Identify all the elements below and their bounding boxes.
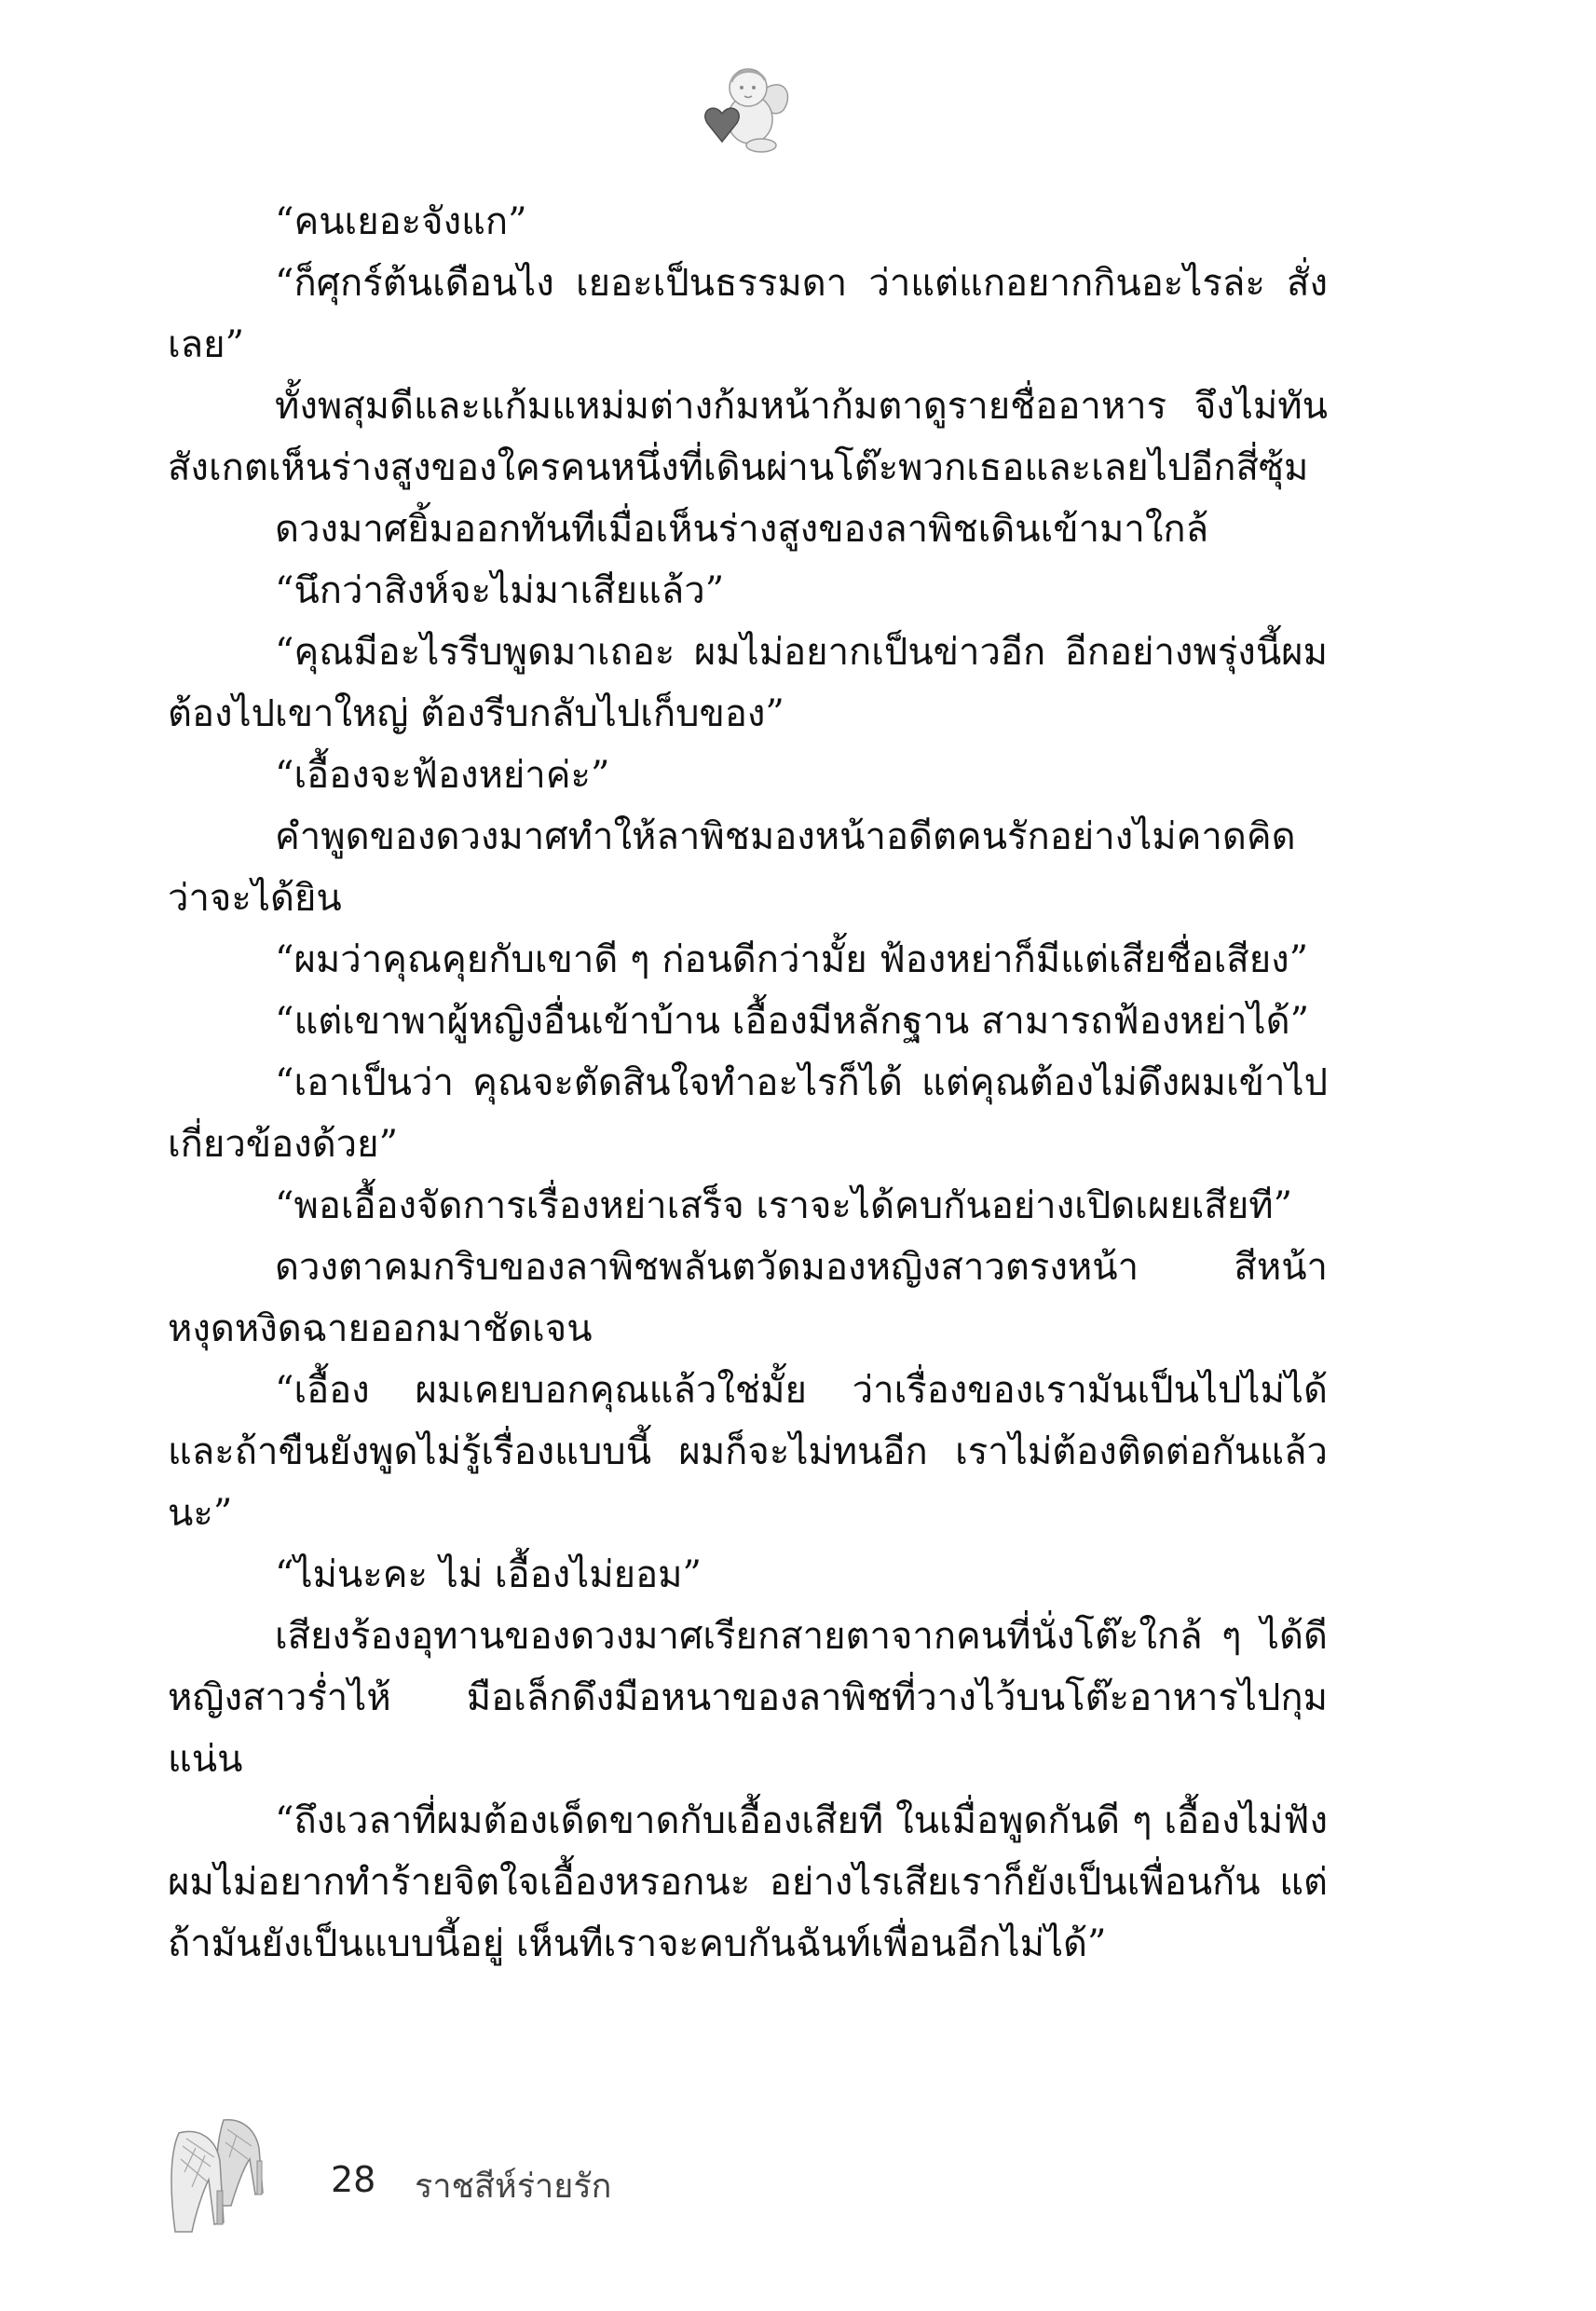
paragraph: “เอื้อง ผมเคยบอกคุณแล้วใช่มั้ย ว่าเรื่องของเรามันเป็นไปไม่ได้ และถ้าขืนยังพูดไม่รู้เรื่องแบบนี้ ผมก็จะไม่ทนอีก เราไม่ต้องติดต่อกันแล้วนะ” bbox=[168, 1369, 1328, 1535]
paragraph: เสียงร้องอุทานของดวงมาศเรียกสายตาจากคนที่นั่งโต๊ะใกล้ ๆ ได้ดี หญิงสาวร่ำไห้ มือเล็กดึงมือหนาของลาพิชที่วางไว้บนโต๊ะอาหารไปกุมแน่น bbox=[168, 1615, 1328, 1781]
paragraph: คำพูดของดวงมาศทำให้ลาพิชมองหน้าอดีตคนรักอย่างไม่คาดคิดว่าจะได้ยิน bbox=[168, 815, 1296, 920]
paragraph: “ถึงเวลาที่ผมต้องเด็ดขาดกับเอื้องเสียที ในเมื่อพูดกันดี ๆ เอื้องไม่ฟัง ผมไม่อยากทำร้ายจิตใจเอื้องหรอกนะ อย่างไรเสียเราก็ยังเป็นเพื่อนกัน แต่ถ้ามันยังเป็นแบบนี้อยู่ เห็นทีเราจะคบกันฉันท์เพื่อนอีกไม่ได้” bbox=[168, 1799, 1328, 1965]
paragraph: “นึกว่าสิงห์จะไม่มาเสียแล้ว” bbox=[275, 569, 725, 612]
page-footer bbox=[158, 2101, 811, 2241]
paragraph: “เอื้องจะฟ้องหย่าค่ะ” bbox=[275, 754, 610, 797]
story-text bbox=[168, 191, 1328, 1975]
paragraph: “ผมว่าคุณคุยกับเขาดี ๆ ก่อนดีกว่ามั้ย ฟ้องหย่าก็มีแต่เสียชื่อเสียง” bbox=[275, 938, 1309, 981]
cherub-holding-heart-icon bbox=[694, 56, 797, 158]
paragraph: “ไม่นะคะ ไม่ เอื้องไม่ยอม” bbox=[275, 1553, 702, 1596]
paragraph: “คนเยอะจังแก” bbox=[275, 200, 527, 243]
page-number: 28 bbox=[331, 2159, 376, 2200]
paragraph: “พอเอื้องจัดการเรื่องหย่าเสร็จ เราจะได้คบกันอย่างเปิดเผยเสียที” bbox=[275, 1184, 1293, 1227]
paragraph: “คุณมีอะไรรีบพูดมาเถอะ ผมไม่อยากเป็นข่าวอีก อีกอย่างพรุ่งนี้ผมต้องไปเขาใหญ่ ต้องรีบกลับไปเก็บของ” bbox=[168, 631, 1328, 735]
paragraph: ทั้งพสุมดีและแก้มแหม่มต่างก้มหน้าก้มตาดูรายชื่ออาหาร จึงไม่ทันสังเกตเห็นร่างสูงของใครคนหนึ่งที่เดินผ่านโต๊ะพวกเธอและเลยไปอีกสี่ซุ้ม bbox=[168, 385, 1328, 489]
paragraph: “ก็ศุกร์ต้นเดือนไง เยอะเป็นธรรมดา ว่าแต่แกอยากกินอะไรล่ะ สั่งเลย” bbox=[168, 262, 1328, 366]
paragraph: “เอาเป็นว่า คุณจะตัดสินใจทำอะไรก็ได้ แต่คุณต้องไม่ดึงผมเข้าไปเกี่ยวข้องด้วย” bbox=[168, 1061, 1328, 1166]
paragraph: “แต่เขาพาผู้หญิงอื่นเข้าบ้าน เอื้องมีหลักฐาน สามารถฟ้องหย่าได้” bbox=[275, 1000, 1310, 1043]
book-title: ราชสีห์ร่ายรัก bbox=[415, 2167, 612, 2206]
high-heel-shoes-icon bbox=[158, 2101, 280, 2241]
paragraph: ดวงตาคมกริบของลาพิชพลันตวัดมองหญิงสาวตรงหน้า สีหน้าหงุดหงิดฉายออกมาชัดเจน bbox=[168, 1246, 1328, 1350]
paragraph: ดวงมาศยิ้มออกทันทีเมื่อเห็นร่างสูงของลาพิชเดินเข้ามาใกล้ bbox=[275, 508, 1209, 551]
